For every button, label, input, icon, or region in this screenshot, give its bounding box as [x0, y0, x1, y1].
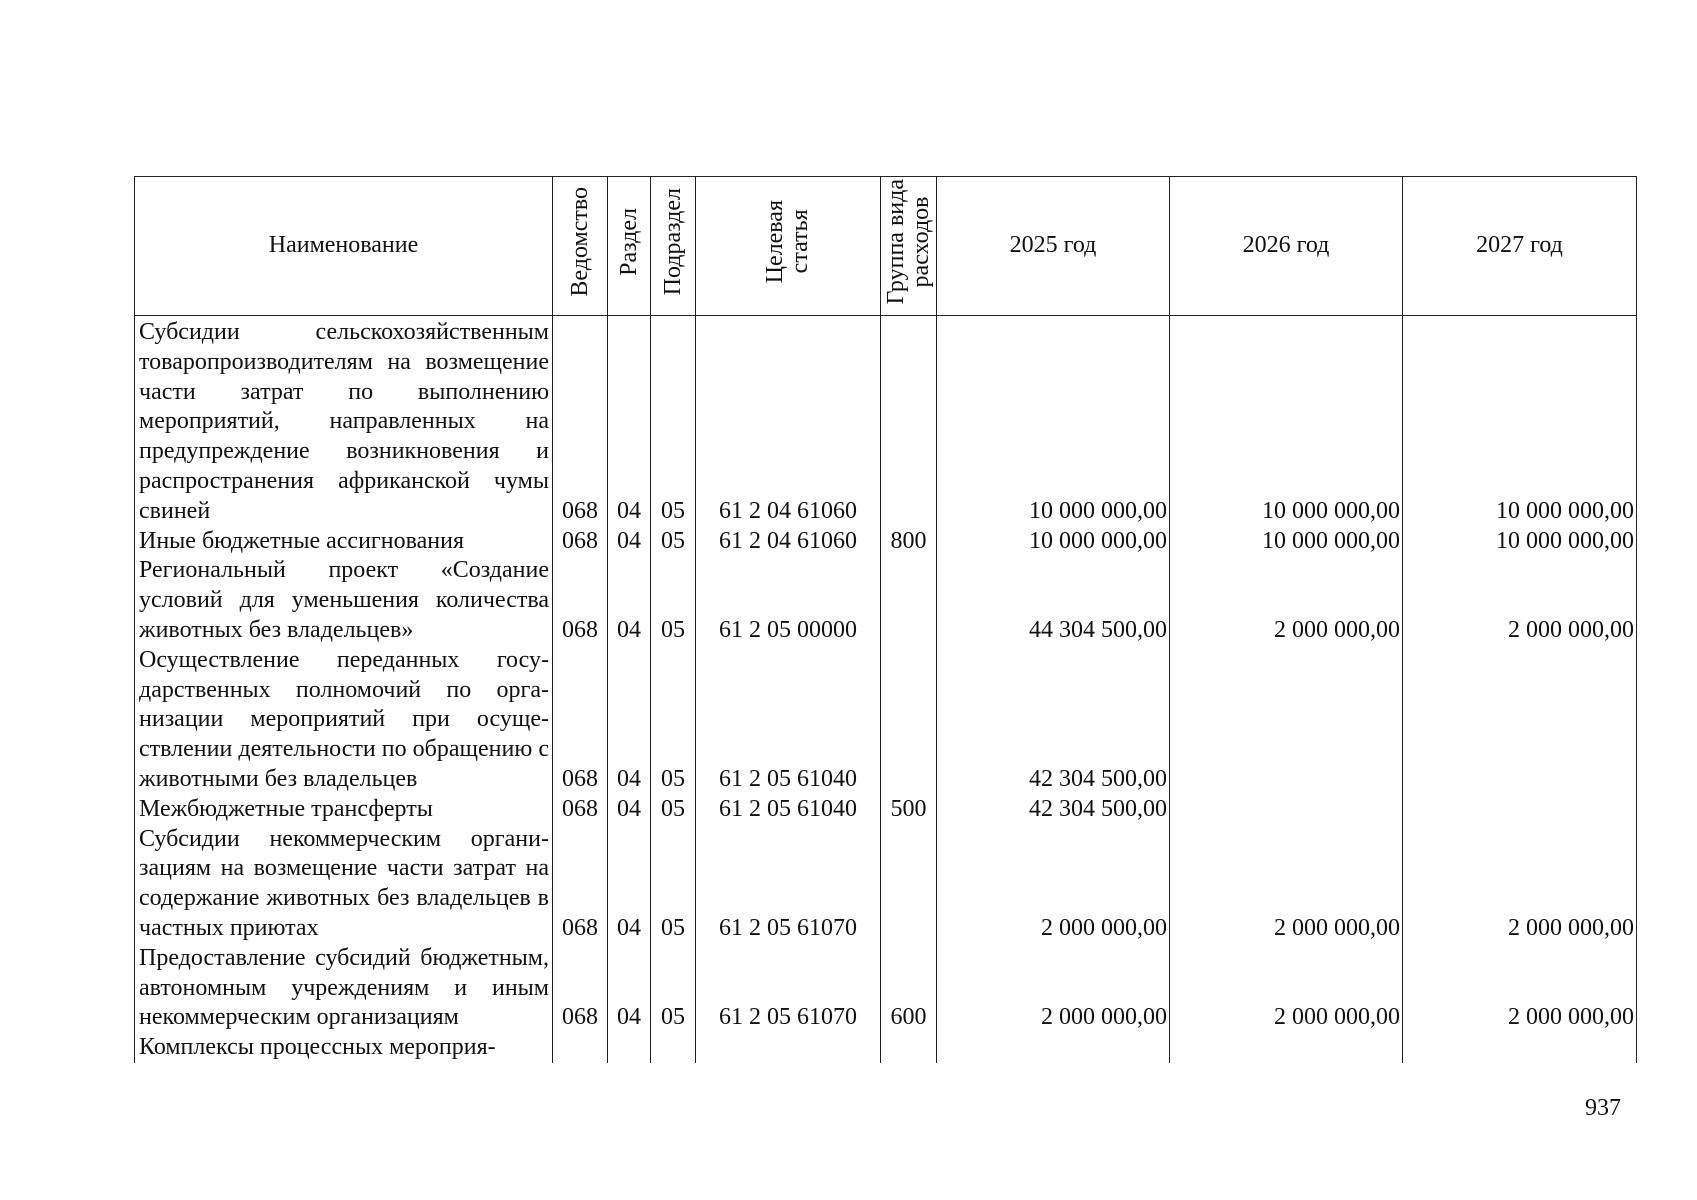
header-year-2025: 2025 год: [937, 177, 1170, 316]
cell-name: Субсидии сельскохозяйственным товаропроизводителям на возмещение части затрат по выполнению мероприятий, направленных на предупреждение возникновения и распространения африканской чумы свиней: [135, 316, 553, 527]
header-gruppa-vida-rashodov: Группа вида расходов: [881, 177, 937, 316]
header-celevaya-statya: Целевая статья: [696, 177, 881, 316]
cell-vedomstvo: 068: [553, 527, 608, 557]
cell-name: Межбюджетные трансферты: [135, 795, 553, 825]
cell-podrazdel: 05: [651, 944, 696, 1033]
cell-razdel: 04: [608, 556, 651, 645]
cell-gruppa-vida-rashodov: [881, 825, 937, 944]
cell-razdel: 04: [608, 825, 651, 944]
cell-celevaya-statya: 61 2 05 61070: [696, 944, 881, 1033]
cell-vedomstvo: [553, 1033, 608, 1063]
cell-razdel: 04: [608, 527, 651, 557]
cell-celevaya-statya: 61 2 05 61040: [696, 795, 881, 825]
page-number: 937: [1585, 1095, 1621, 1121]
table-body: [135, 316, 1637, 1063]
cell-razdel: 04: [608, 646, 651, 795]
cell-podrazdel: 05: [651, 795, 696, 825]
cell-podrazdel: 05: [651, 556, 696, 645]
cell-amount-2026: [1170, 646, 1403, 795]
table-row: [135, 795, 1637, 825]
cell-celevaya-statya: 61 2 04 61060: [696, 527, 881, 557]
cell-celevaya-statya: 61 2 05 61070: [696, 825, 881, 944]
cell-podrazdel: 05: [651, 527, 696, 557]
cell-amount-2026: 2 000 000,00: [1170, 944, 1403, 1033]
cell-vedomstvo: 068: [553, 795, 608, 825]
cell-amount-2027: [1403, 795, 1637, 825]
cell-razdel: 04: [608, 795, 651, 825]
cell-amount-2026: [1170, 795, 1403, 825]
cell-name: Предоставление субсидий бюджетным, автономным учреждениям и иным некоммерческим организациям: [135, 944, 553, 1033]
header-podrazdel: Подраздел: [651, 177, 696, 316]
cell-vedomstvo: 068: [553, 825, 608, 944]
cell-celevaya-statya: [696, 1033, 881, 1063]
cell-vedomstvo: 068: [553, 556, 608, 645]
cell-amount-2026: 10 000 000,00: [1170, 316, 1403, 527]
cell-amount-2027: [1403, 1033, 1637, 1063]
cell-amount-2027: 2 000 000,00: [1403, 556, 1637, 645]
cell-amount-2025: 10 000 000,00: [937, 316, 1170, 527]
cell-name: Комплексы процессных мероприя-: [135, 1033, 553, 1063]
table-header-row: [135, 177, 1637, 316]
cell-amount-2027: 10 000 000,00: [1403, 316, 1637, 527]
cell-amount-2027: 2 000 000,00: [1403, 944, 1637, 1033]
cell-podrazdel: 05: [651, 825, 696, 944]
cell-amount-2026: 2 000 000,00: [1170, 825, 1403, 944]
header-name: Наименование: [135, 177, 553, 316]
cell-gruppa-vida-rashodov: [881, 646, 937, 795]
table-row: [135, 1033, 1637, 1063]
cell-amount-2026: 2 000 000,00: [1170, 556, 1403, 645]
cell-name: Осуществление переданных государственных полномочий по организации мероприятий при осуществлении деятельности по обращению с животными без владельцев: [135, 646, 553, 795]
cell-amount-2026: [1170, 1033, 1403, 1063]
table-row: [135, 316, 1637, 527]
cell-vedomstvo: 068: [553, 646, 608, 795]
cell-amount-2025: [937, 1033, 1170, 1063]
cell-name: Региональный проект «Создание условий для уменьшения количества животных без владельцев»: [135, 556, 553, 645]
cell-celevaya-statya: 61 2 05 00000: [696, 556, 881, 645]
table-row: [135, 944, 1637, 1033]
cell-amount-2025: 2 000 000,00: [937, 825, 1170, 944]
cell-razdel: [608, 1033, 651, 1063]
cell-razdel: 04: [608, 316, 651, 527]
cell-amount-2025: 42 304 500,00: [937, 646, 1170, 795]
header-year-2026: 2026 год: [1170, 177, 1403, 316]
budget-table: [134, 176, 1637, 1063]
cell-celevaya-statya: 61 2 05 61040: [696, 646, 881, 795]
cell-podrazdel: 05: [651, 316, 696, 527]
cell-gruppa-vida-rashodov: 600: [881, 944, 937, 1033]
table-row: [135, 825, 1637, 944]
cell-amount-2025: 2 000 000,00: [937, 944, 1170, 1033]
cell-podrazdel: 05: [651, 646, 696, 795]
table-row: [135, 527, 1637, 557]
cell-gruppa-vida-rashodov: 500: [881, 795, 937, 825]
cell-amount-2027: 10 000 000,00: [1403, 527, 1637, 557]
cell-gruppa-vida-rashodov: [881, 316, 937, 527]
cell-amount-2025: 10 000 000,00: [937, 527, 1170, 557]
cell-amount-2026: 10 000 000,00: [1170, 527, 1403, 557]
cell-name: Субсидии некоммерческим организациям на возмещение части затрат на содержание животных без владельцев в частных приютах: [135, 825, 553, 944]
cell-gruppa-vida-rashodov: [881, 556, 937, 645]
cell-vedomstvo: 068: [553, 944, 608, 1033]
cell-gruppa-vida-rashodov: [881, 1033, 937, 1063]
cell-amount-2025: 42 304 500,00: [937, 795, 1170, 825]
cell-razdel: 04: [608, 944, 651, 1033]
cell-vedomstvo: 068: [553, 316, 608, 527]
cell-amount-2027: 2 000 000,00: [1403, 825, 1637, 944]
cell-celevaya-statya: 61 2 04 61060: [696, 316, 881, 527]
cell-podrazdel: [651, 1033, 696, 1063]
table-row: [135, 556, 1637, 645]
table-row: [135, 646, 1637, 795]
cell-gruppa-vida-rashodov: 800: [881, 527, 937, 557]
header-year-2027: 2027 год: [1403, 177, 1637, 316]
cell-name: Иные бюджетные ассигнования: [135, 527, 553, 557]
cell-amount-2027: [1403, 646, 1637, 795]
header-razdel: Раздел: [608, 177, 651, 316]
cell-amount-2025: 44 304 500,00: [937, 556, 1170, 645]
header-vedomstvo: Ведомство: [553, 177, 608, 316]
